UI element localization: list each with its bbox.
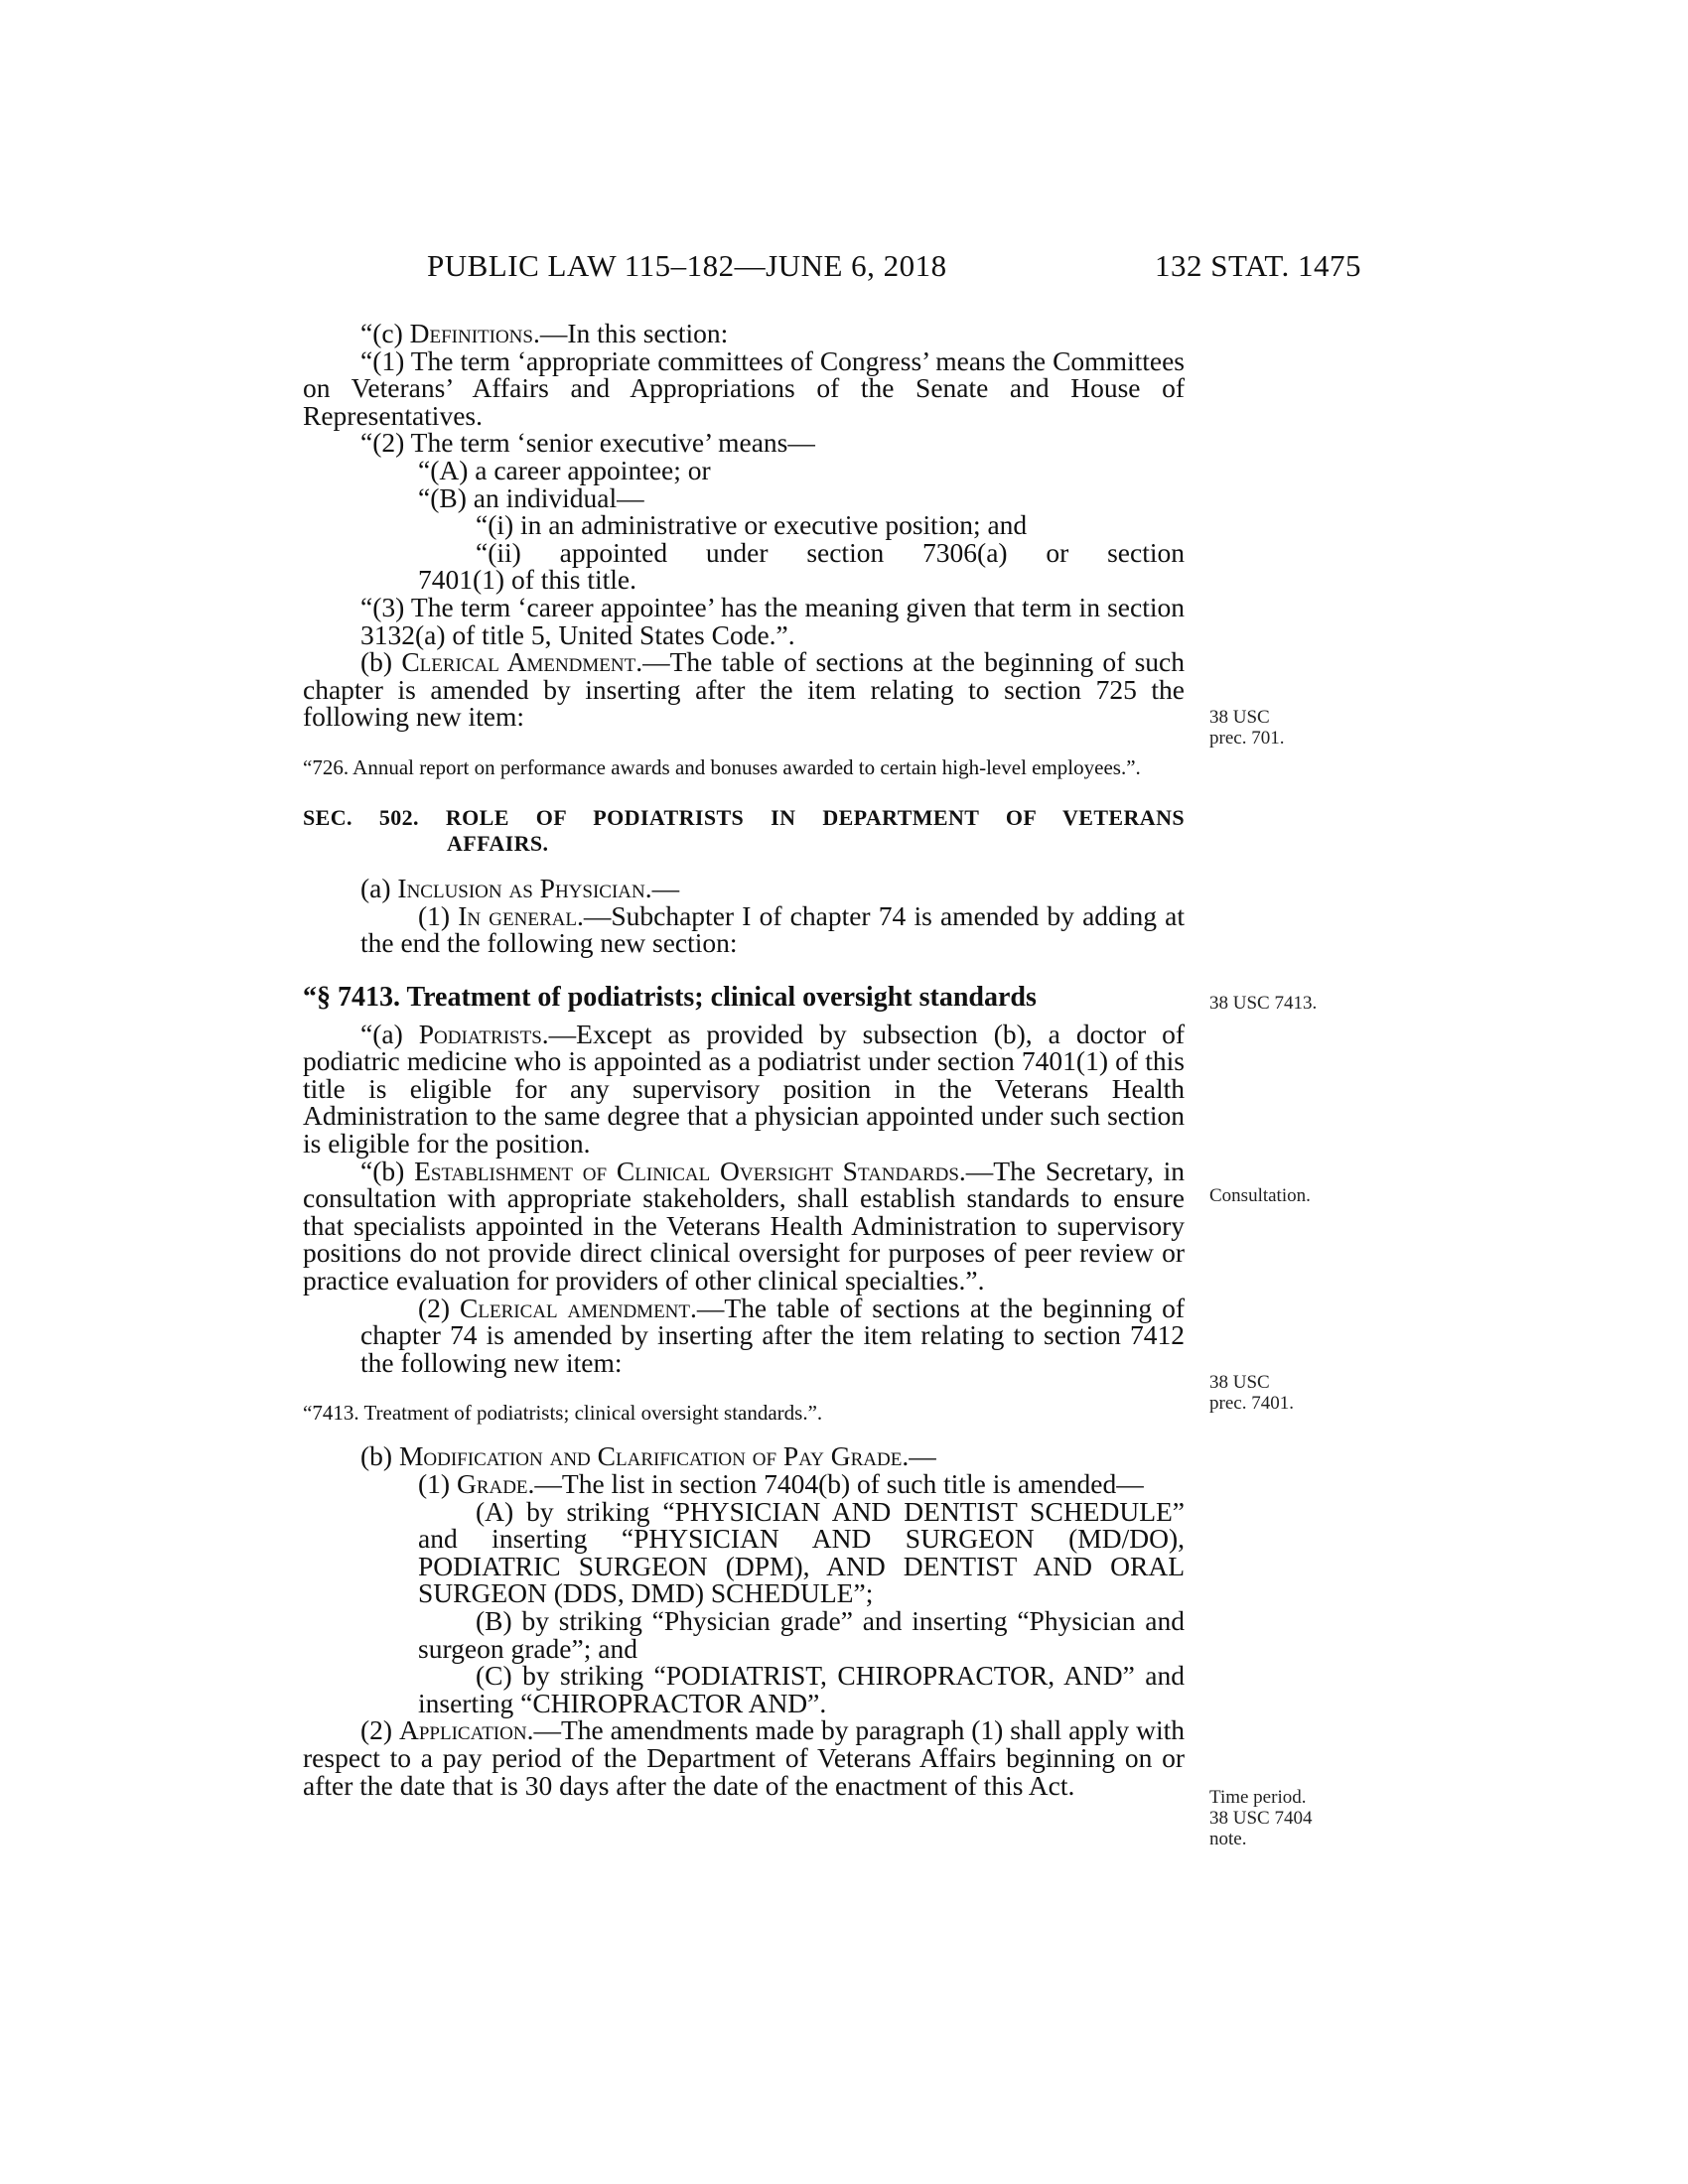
definition-2-b-i: “(i) in an administrative or executive position; and — [476, 509, 1028, 541]
running-header-page: 132 STAT. 1475 — [1155, 248, 1362, 283]
section-7413-heading: “§ 7413. Treatment of podiatrists; clinical oversight standards — [303, 981, 1037, 1013]
section-502-heading — [303, 805, 1185, 857]
margin-note-prec-7401: 38 USC prec. 7401. — [1209, 1372, 1294, 1414]
subsection-b-clerical: (b) Clerical Amendment.—The table of sections at the beginning of such chapter is amended by inserting after the item relating to section 725 the following new item: — [303, 646, 1185, 733]
table-item-7413: “7413. Treatment of podiatrists; clinical oversight standards.”. — [303, 1401, 823, 1426]
paragraph-b-1-grade: (1) Grade.—The list in section 7404(b) of such title is amended— — [418, 1468, 1144, 1499]
margin-note-time-period: Time period. 38 USC 7404 note. — [1209, 1787, 1313, 1849]
definition-2: “(2) The term ‘senior executive’ means— — [360, 427, 815, 459]
definition-2-b: “(B) an individual— — [418, 481, 644, 513]
paragraph-b-1-C: (C) by striking “PODIATRIST, CHIROPRACTOR, AND” and inserting “CHIROPRACTOR AND”. — [418, 1660, 1185, 1718]
paragraph-b-1-B: (B) by striking “Physician grade” and inserting “Physician and surgeon grade”; and — [418, 1604, 1185, 1664]
document-body — [303, 320, 1185, 1799]
paragraph-b-2-application: (2) Application.—The amendments made by paragraph (1) shall apply with respect to a pay period of the Department of Veterans Affairs beginning on or after the date that is 30 days after the date of the enactment of this Act. — [303, 1714, 1185, 1801]
definition-2-b-ii-cont: 7401(1) of this title. — [418, 564, 636, 596]
section-7413-a: “(a) Podiatrists.—Except as provided by subsection (b), a doctor of podiatric medicine who is appointed as a podiatrist under section 7401(1) of this title is eligible for any supervisory position in the Veterans Health Administration to the same degree that a physician appointed under such section is eligible for the position. — [303, 1018, 1186, 1160]
definition-2-a: “(A) a career appointee; or — [418, 454, 711, 485]
section-502-heading-line2: AFFAIRS. — [447, 830, 549, 856]
subsection-a-heading: (a) Inclusion as Physician.— — [360, 872, 680, 903]
paragraph-a-1: (1) In general.—Subchapter I of chapter 74 is amended by adding at the end the following new section: — [360, 899, 1185, 959]
margin-note-7413: 38 USC 7413. — [1209, 993, 1318, 1014]
subsection-c-heading: “(c) Definitions.—In this section: — [360, 318, 729, 348]
paragraph-a-2-clerical: (2) Clerical amendment.—The table of sections at the beginning of chapter 74 is amended by inserting after the item relating to section 7412 the following new item: — [360, 1292, 1185, 1378]
subsection-b-modification: (b) Modification and Clarification of Pay Grade.— — [360, 1440, 936, 1472]
margin-note-prec-701: 38 USC prec. 701. — [1209, 707, 1285, 749]
paragraph-b-1-A: (A) by striking “PHYSICIAN AND DENTIST SCHEDULE” and inserting “PHYSICIAN AND SURGEON (MD/DO), PODIATRIC SURGEON (DPM), AND DENTIST AND ORAL SURGEON (DDS, DMD) SCHEDULE”; — [418, 1495, 1185, 1609]
margin-note-consultation: Consultation. — [1209, 1185, 1311, 1206]
running-header-title: PUBLIC LAW 115–182—JUNE 6, 2018 — [427, 248, 947, 283]
section-502-heading-line1: SEC. 502. ROLE OF PODIATRISTS IN DEPARTMENT OF VETERANS — [303, 804, 1185, 830]
section-7413-b: “(b) Establishment of Clinical Oversight Standards.—The Secretary, in consultation with appropriate stakeholders, shall establish standards to ensure that specialists appointed in the Veterans Health Administration to supervisory positions do not provide direct clinical oversight for purposes of peer review or practice evaluation for providers of other clinical specialties.”. — [303, 1155, 1185, 1297]
table-item-726: “726. Annual report on performance awards and bonuses awarded to certain high-level employees.”. — [303, 754, 1141, 779]
definition-1: “(1) The term ‘appropriate committees of Congress’ means the Committees on Veterans’ Affairs and Appropriations of the Senate and House of Representatives. — [303, 344, 1185, 431]
definition-3: “(3) The term ‘career appointee’ has the meaning given that term in section 3132(a) of title 5, United States Code.”. — [360, 591, 1185, 650]
definition-2-b-ii: “(ii) appointed under section 7306(a) or section — [476, 536, 1185, 568]
